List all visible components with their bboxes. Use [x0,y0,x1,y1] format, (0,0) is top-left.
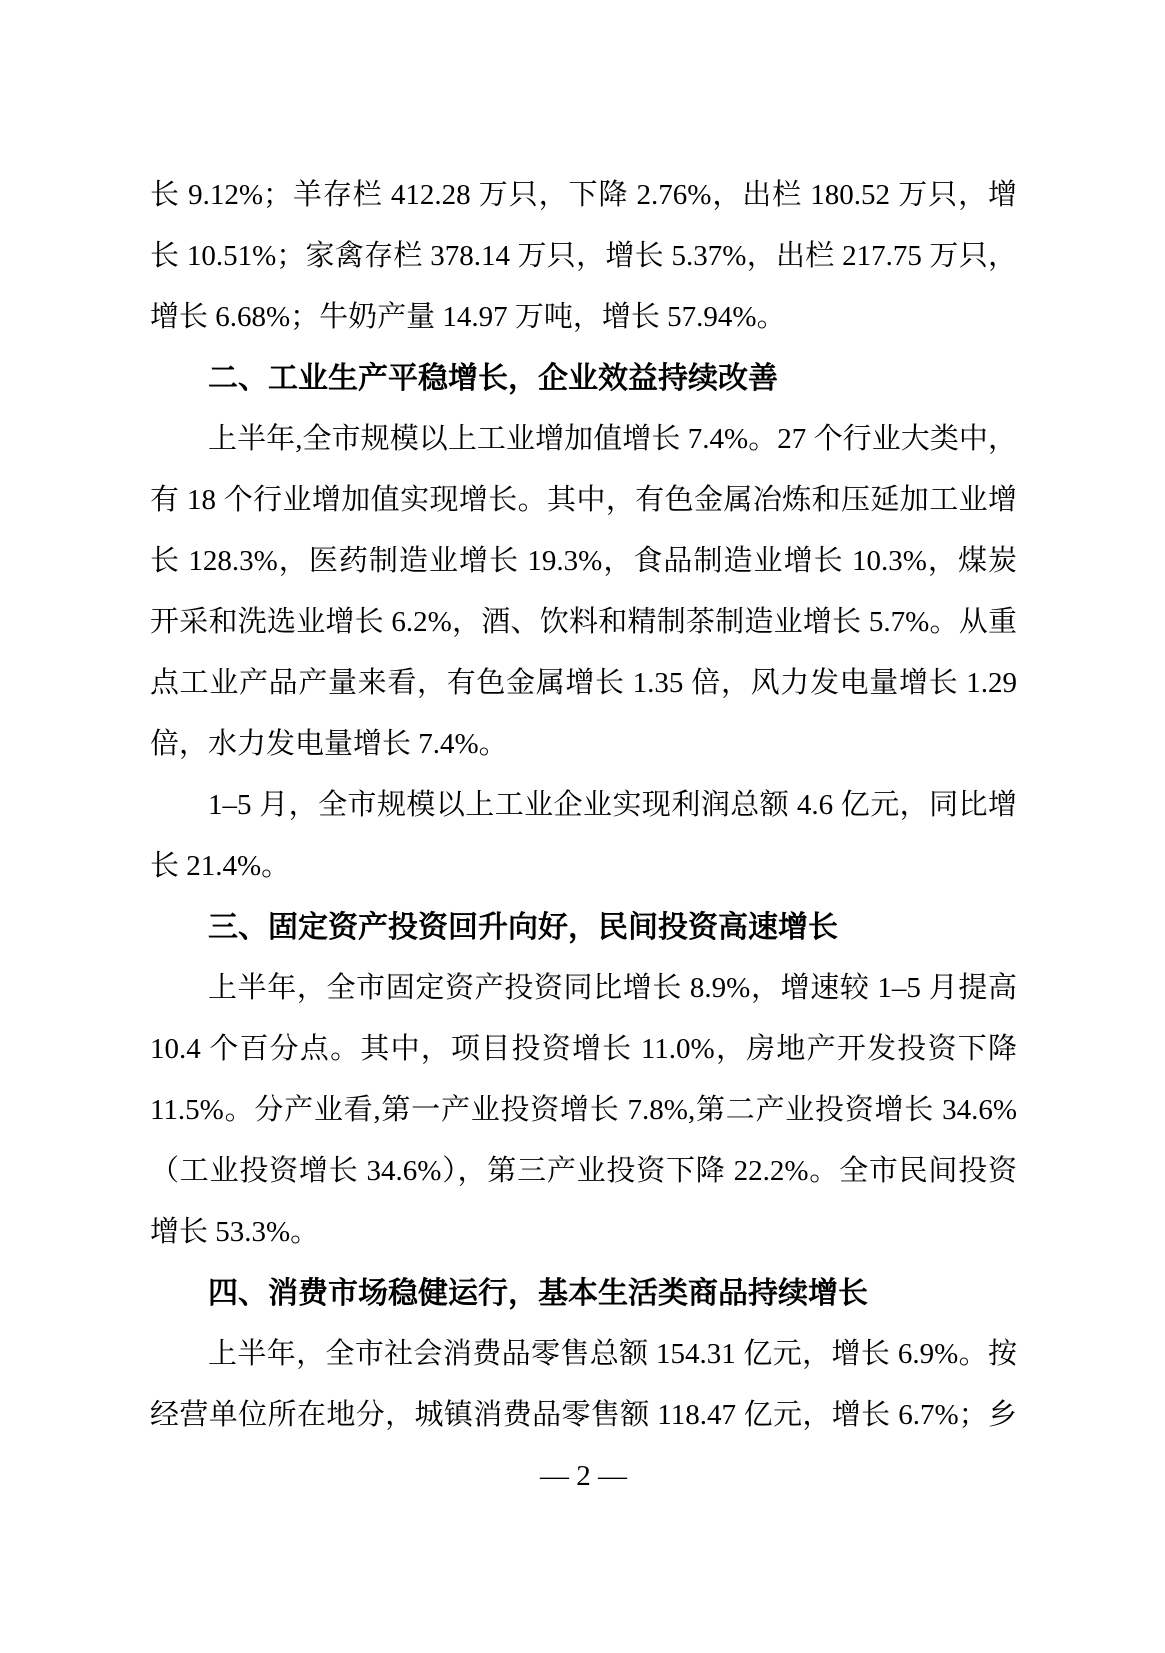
text-line: 11.5%。分产业看,第一产业投资增长 7.8%,第二产业投资增长 34.6% [150,1094,1017,1126]
text-line: 增长 53.3%。 [150,1216,320,1248]
text-line: 上半年，全市固定资产投资同比增长 8.9%，增速较 1–5 月提高 [208,972,1017,1004]
text-line: 上半年，全市社会消费品零售总额 154.31 亿元，增长 6.9%。按 [208,1338,1017,1370]
text-line: 长 9.12%；羊存栏 412.28 万只，下降 2.76%，出栏 180.52 万只，增 [150,179,1017,211]
text-line: 长 21.4%。 [150,850,291,882]
text-line: 经营单位所在地分，城镇消费品零售额 118.47 亿元，增长 6.7%；乡 [150,1399,1017,1431]
section-heading: 二、工业生产平稳增长，企业效益持续改善 [208,362,778,395]
document-body [150,165,1017,1507]
text-line: 倍，水力发电量增长 7.4%。 [150,728,508,760]
text-line: 开采和洗选业增长 6.2%，酒、饮料和精制茶制造业增长 5.7%。从重 [150,606,1017,638]
text-line: （工业投资增长 34.6%），第三产业投资下降 22.2%。全市民间投资 [150,1155,1017,1187]
text-line: 有 18 个行业增加值实现增长。其中，有色金属冶炼和压延加工业增 [150,484,1017,516]
page-number: — 2 — [540,1460,627,1492]
section-heading: 三、固定资产投资回升向好，民间投资高速增长 [208,911,838,944]
section-heading: 四、消费市场稳健运行，基本生活类商品持续增长 [208,1277,868,1310]
text-line: 长 128.3%，医药制造业增长 19.3%，食品制造业增长 10.3%，煤炭 [150,545,1017,577]
text-line: 增长 6.68%；牛奶产量 14.97 万吨，增长 57.94%。 [150,301,786,333]
text-line: 点工业产品产量来看，有色金属增长 1.35 倍，风力发电量增长 1.29 [150,667,1017,699]
text-line: 长 10.51%；家禽存栏 378.14 万只，增长 5.37%，出栏 217.75 万只， [150,240,1017,272]
text-line: 上半年,全市规模以上工业增加值增长 7.4%。27 个行业大类中， [208,423,1017,455]
text-line: 1–5 月，全市规模以上工业企业实现利润总额 4.6 亿元，同比增 [208,789,1017,821]
text-line: 10.4 个百分点。其中，项目投资增长 11.0%，房地产开发投资下降 [150,1033,1017,1065]
